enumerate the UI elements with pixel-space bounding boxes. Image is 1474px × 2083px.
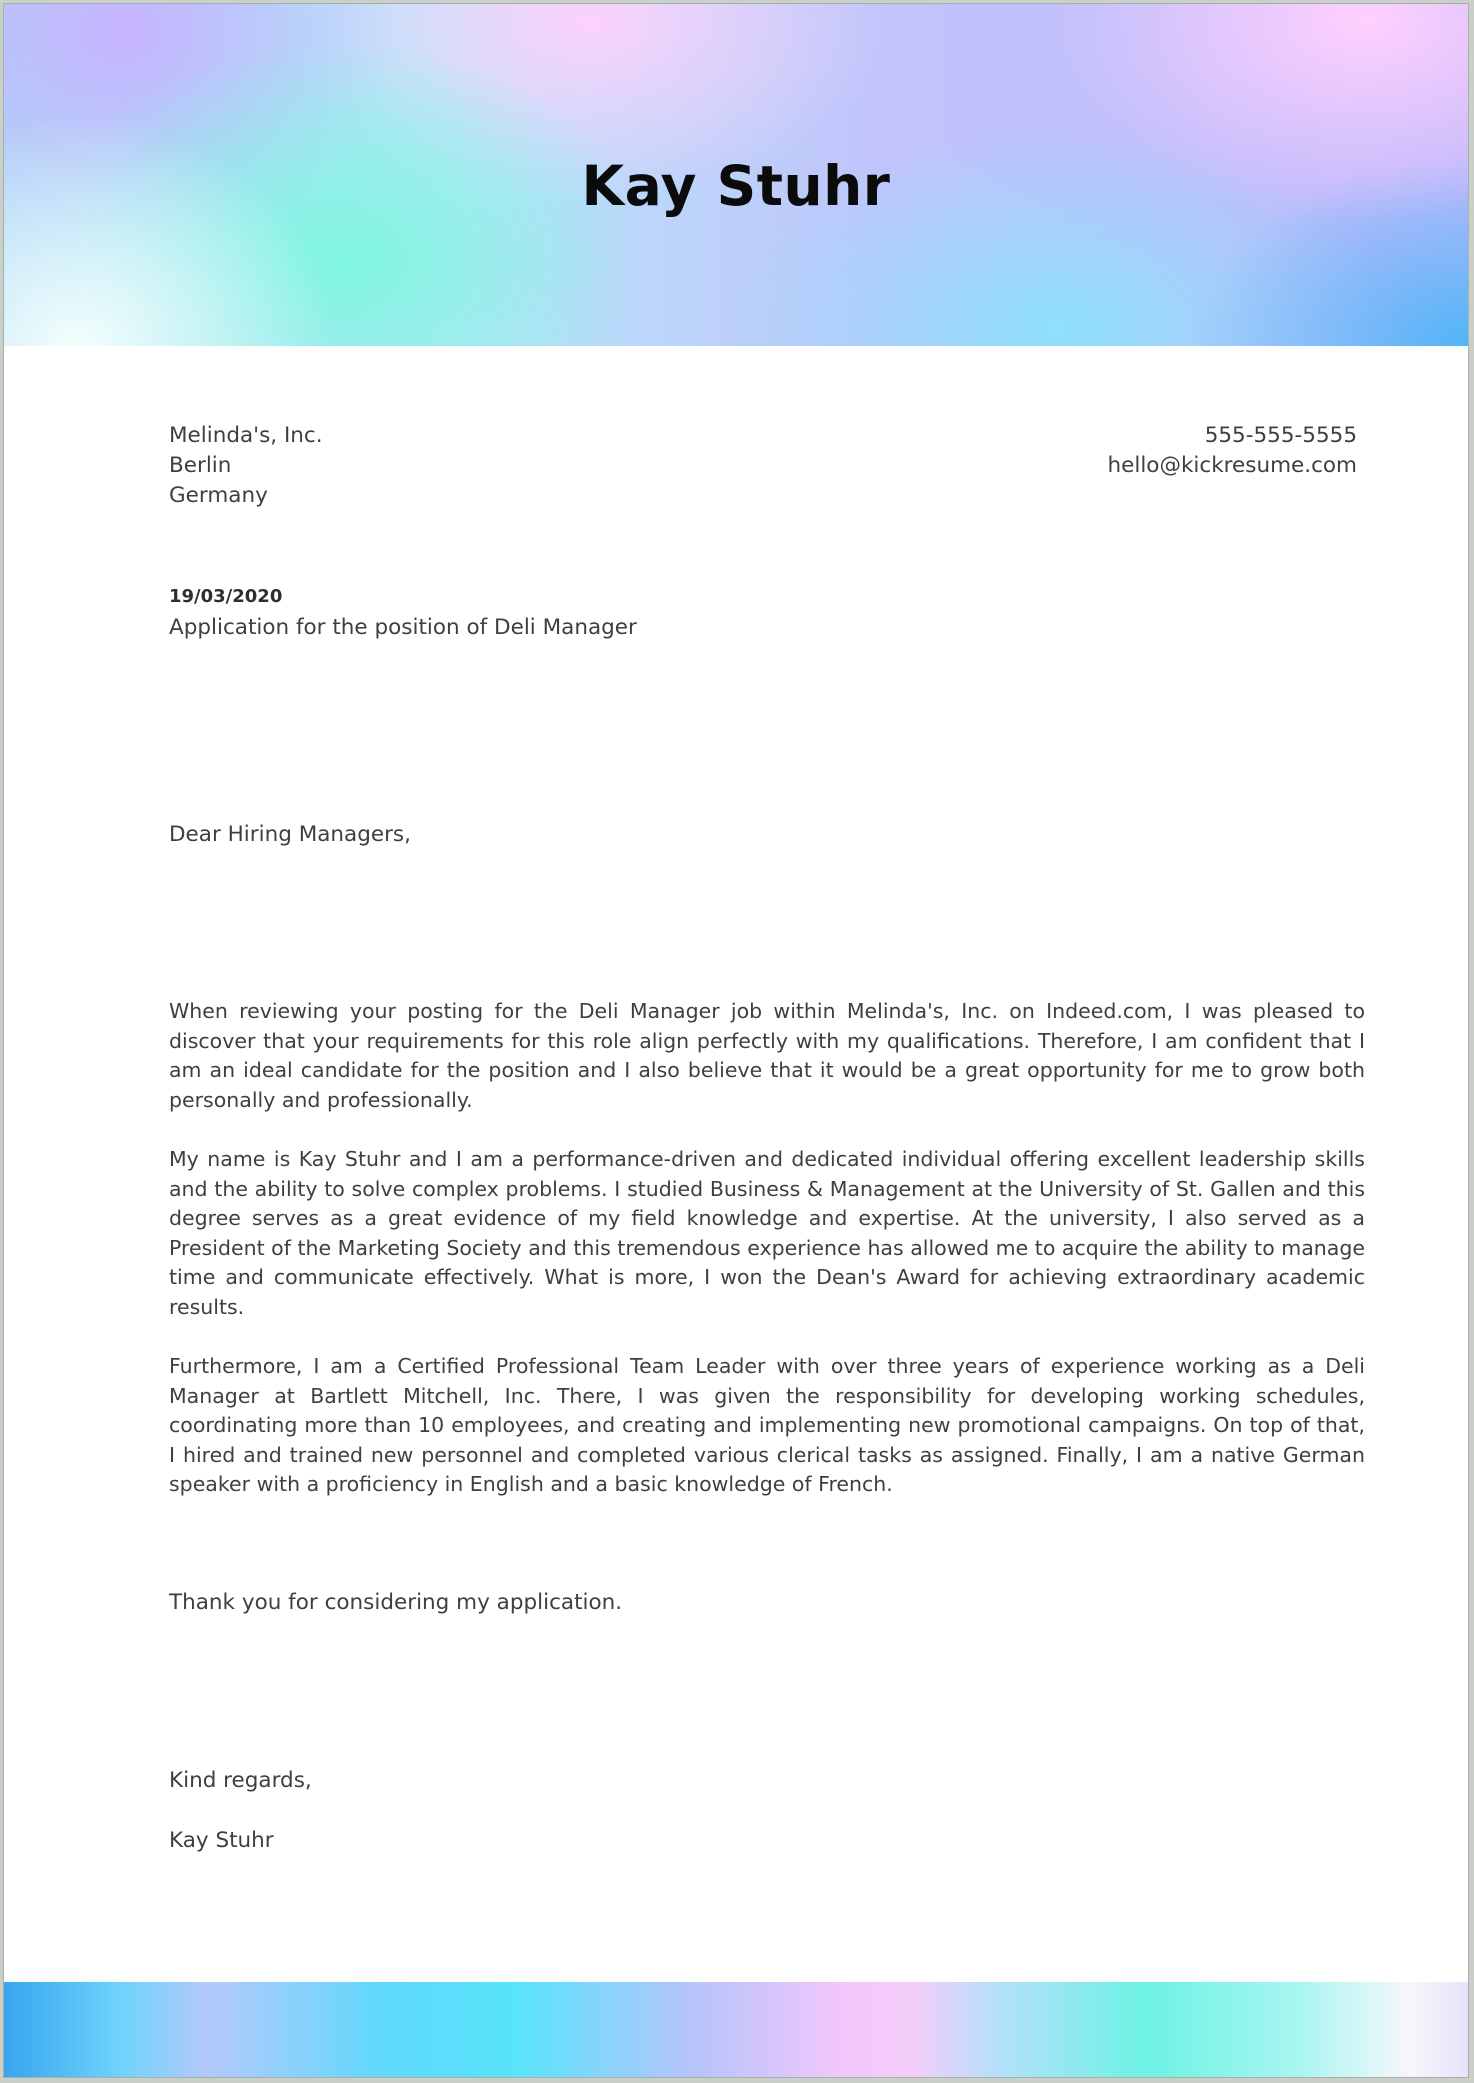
recipient-city: Berlin: [169, 453, 232, 478]
footer-gradient-band: [4, 1982, 1468, 2078]
cover-letter-page: [3, 3, 1469, 2078]
letter-subject: Application for the position of Deli Manager: [169, 615, 637, 640]
recipient-address: [169, 421, 323, 511]
letter-salutation: Dear Hiring Managers,: [169, 822, 411, 847]
header-gradient-band: [4, 4, 1468, 346]
letter-date: 19/03/2020: [169, 586, 283, 607]
applicant-name: Kay Stuhr: [581, 154, 891, 218]
sender-phone: 555-555-5555: [1204, 423, 1357, 448]
letter-body: [169, 997, 1365, 1530]
body-paragraph: My name is Kay Stuhr and I am a performance-driven and dedicated individual offering excellent leadership skills and the ability to solve complex problems. I studied Business & Management at the University of St. Gallen and this degree serves as a great evidence of my field knowledge and expertise. At the university, I also served as a President of the Marketing Society and this tremendous experience has allowed me to acquire the ability to manage time and communicate effectively. What is more, I won the Dean's Award for achieving extraordinary academic results.: [169, 1147, 1365, 1319]
recipient-company: Melinda's, Inc.: [169, 423, 323, 448]
recipient-country: Germany: [169, 483, 268, 508]
body-paragraph: When reviewing your posting for the Deli Manager job within Melinda's, Inc. on Indeed.com, I was pleased to discover that your requirements for this role align perfectly with my qualifications. Therefore, I am confident that I am an ideal candidate for the position and I also believe that it would be a great opportunity for me to grow both personally and professionally.: [169, 999, 1365, 1112]
sender-contact: [1108, 421, 1358, 481]
thanks-line: Thank you for considering my application.: [169, 1590, 623, 1615]
closing-line: Kind regards,: [169, 1768, 312, 1793]
sender-email: hello@kickresume.com: [1107, 453, 1357, 478]
signature-name: Kay Stuhr: [169, 1828, 274, 1853]
body-paragraph: Furthermore, I am a Certified Professional Team Leader with over three years of experience working as a Deli Manager at Bartlett Mitchell, Inc. There, I was given the responsibility for developing working schedules, coordinating more than 10 employees, and creating and implementing new promotional campaigns. On top of that, I hired and trained new personnel and completed various clerical tasks as assigned. Finally, I am a native German speaker with a proficiency in English and a basic knowledge of French.: [169, 1354, 1365, 1496]
